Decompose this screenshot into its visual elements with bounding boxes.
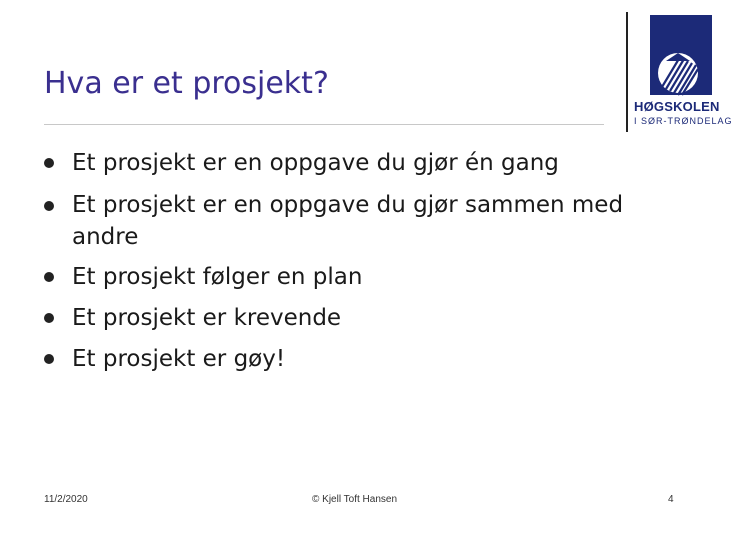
list-item	[44, 339, 644, 380]
list-item	[44, 298, 644, 339]
bullet-icon	[44, 158, 54, 168]
slide-title: Hva er et prosjekt?	[44, 66, 329, 101]
footer-date: 11/2/2020	[44, 494, 88, 505]
title-rule	[44, 124, 604, 125]
logo-emblem-icon	[650, 15, 712, 95]
bullet-icon	[44, 201, 54, 211]
bullet-text: Et prosjekt følger en plan	[72, 264, 363, 290]
logo-divider	[626, 12, 628, 132]
logo-subtitle: I SØR-TRØNDELAG	[634, 116, 733, 126]
bullet-icon	[44, 354, 54, 364]
bullet-list	[44, 143, 644, 380]
footer-author: © Kjell Toft Hansen	[312, 494, 398, 505]
bullet-icon	[44, 313, 54, 323]
page-number: 4	[668, 494, 674, 505]
school-logo	[650, 15, 712, 95]
bullet-text: Et prosjekt er en oppgave du gjør sammen med andre	[72, 192, 624, 250]
list-item	[44, 184, 644, 257]
bullet-text: Et prosjekt er krevende	[72, 305, 342, 331]
bullet-text: Et prosjekt er gøy!	[72, 346, 286, 372]
logo-name: HØGSKOLEN	[634, 99, 720, 114]
bullet-text: Et prosjekt er en oppgave du gjør én gang	[72, 150, 559, 176]
list-item	[44, 143, 644, 184]
bullet-icon	[44, 272, 54, 282]
list-item	[44, 257, 644, 298]
